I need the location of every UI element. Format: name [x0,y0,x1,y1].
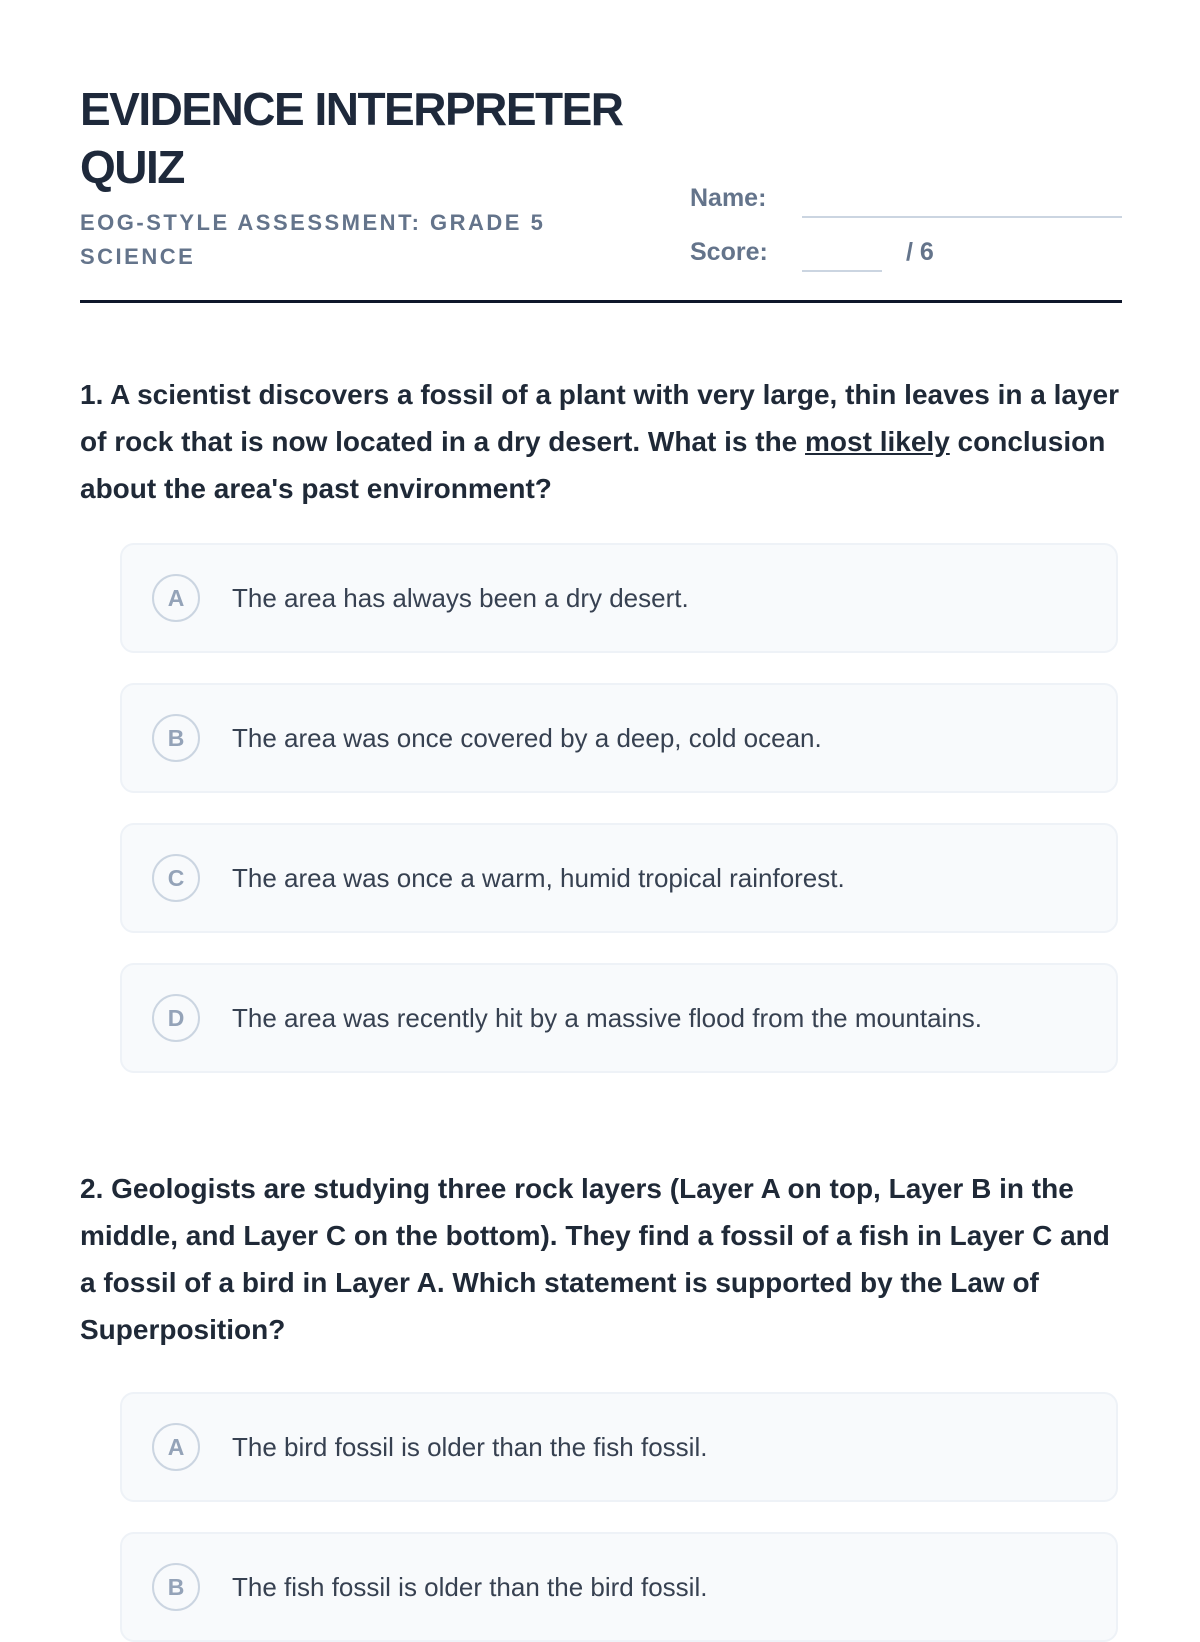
question-2 [80,1165,1122,1353]
name-label: Name: [690,184,767,212]
option-letter: A [152,574,200,622]
option-text: The bird fossil is older than the fish fossil. [232,1431,708,1462]
question-1 [80,371,1122,512]
question-text: conclusion about the area's past environment? [80,426,1106,504]
option-text: The area was recently hit by a massive flood from the mountains. [232,1002,983,1033]
q1-option-c[interactable] [120,823,1118,933]
question-text: Geologists are studying three rock layers (Layer A on top, Layer B in the middle, and Layer C on the bottom). They find a fossil of a fish in Layer C and a fossil of a bird in Layer A. Which statement is supported by the Law of Superposition? [80,1173,1110,1345]
score-total: / 6 [906,238,934,266]
score-label: Score: [690,238,768,266]
q1-option-d[interactable] [120,963,1118,1073]
page-title: EVIDENCE INTERPRETER QUIZ [80,83,623,193]
q2-option-b[interactable] [120,1532,1118,1642]
option-letter: B [152,714,200,762]
option-letter: B [152,1563,200,1611]
option-text: The fish fossil is older than the bird fossil. [232,1571,708,1602]
score-field[interactable] [802,270,882,272]
option-letter: C [152,854,200,902]
option-letter: D [152,994,200,1042]
name-field[interactable] [802,216,1122,218]
option-text: The area has always been a dry desert. [232,582,689,613]
option-letter: A [152,1423,200,1471]
question-emphasis: most likely [805,426,950,457]
page-subtitle: EOG-STYLE ASSESSMENT: GRADE 5 SCIENCE [80,210,546,269]
question-text: A scientist discovers a fossil of a plant with very large, thin leaves in a layer of rock that is now located in a dry desert. What is the [80,379,1120,457]
option-text: The area was once covered by a deep, cold ocean. [232,722,822,753]
option-text: The area was once a warm, humid tropical rainforest. [232,862,845,893]
q1-option-b[interactable] [120,683,1118,793]
question-number: 2. [80,1173,104,1204]
q1-option-a[interactable] [120,543,1118,653]
question-number: 1. [80,379,104,410]
header-divider [80,300,1122,303]
q2-option-a[interactable] [120,1392,1118,1502]
